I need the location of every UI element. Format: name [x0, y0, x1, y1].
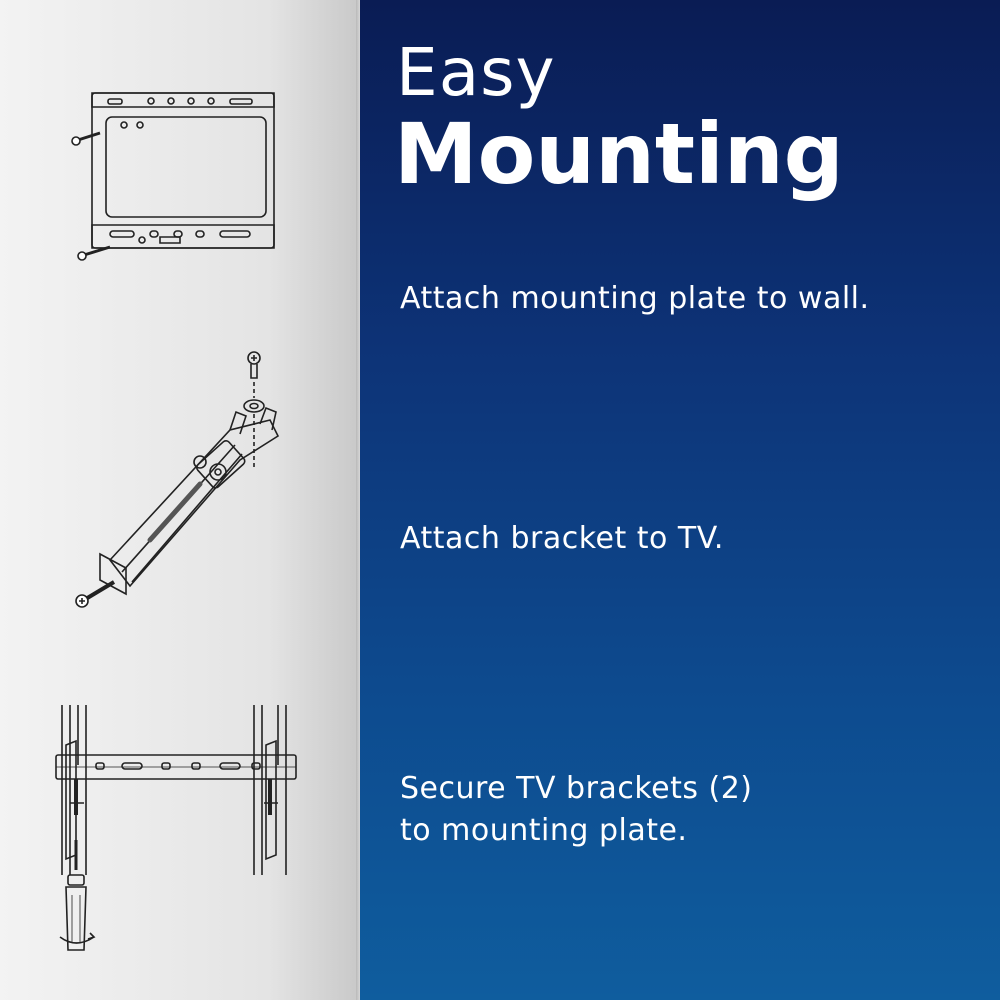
info-panel	[360, 0, 1000, 1000]
step-3-text: Secure TV brackets (2) to mounting plate.	[400, 771, 753, 848]
title-line-mounting: Mounting	[394, 105, 844, 203]
secure-brackets-illustration	[52, 705, 302, 965]
tv-bracket-illustration	[70, 350, 290, 620]
illustration-panel	[0, 0, 358, 1000]
step-2-text: Attach bracket to TV.	[400, 521, 724, 556]
step-1-text: Attach mounting plate to wall.	[400, 281, 870, 316]
title-line-easy: Easy	[396, 34, 556, 111]
mounting-plate-illustration	[70, 85, 290, 265]
